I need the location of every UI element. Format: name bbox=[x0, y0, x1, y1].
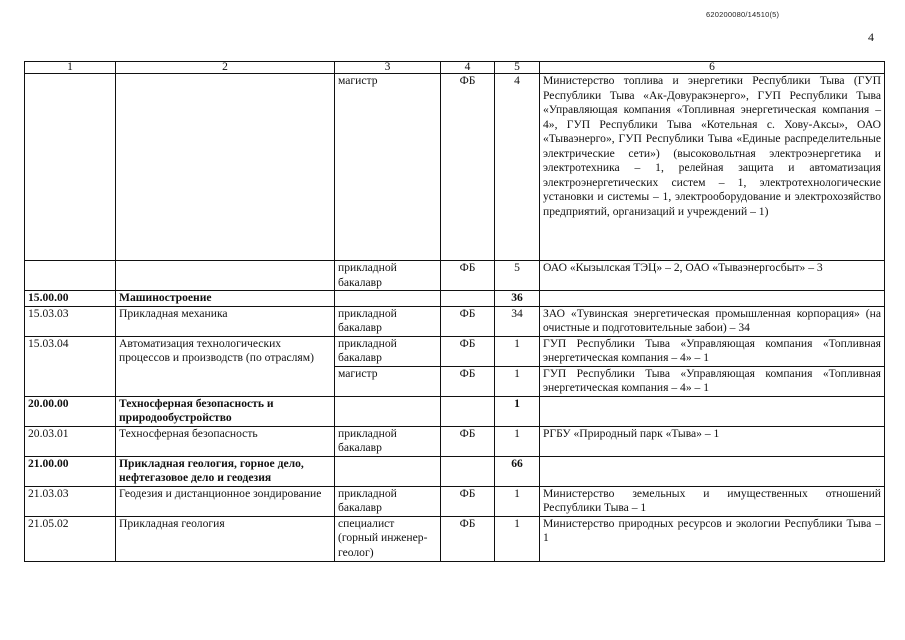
column-header: 5 bbox=[495, 62, 540, 74]
fund-cell bbox=[441, 396, 495, 426]
count-cell: 4 bbox=[495, 74, 540, 261]
code-cell: 15.03.04 bbox=[25, 336, 116, 396]
employers-cell: ОАО «Кызылская ТЭЦ» – 2, ОАО «Тываэнергосбыт» – 3 bbox=[540, 261, 885, 291]
employers-cell: ГУП Республики Тыва «Управляющая компания «Топливная энергетическая компания – 4» – 1 bbox=[540, 366, 885, 396]
employers-cell: РГБУ «Природный парк «Тыва» – 1 bbox=[540, 426, 885, 456]
group-row bbox=[25, 291, 885, 307]
level-cell: магистр bbox=[335, 366, 441, 396]
level-cell: прикладной бакалавр bbox=[335, 261, 441, 291]
code-cell bbox=[25, 261, 116, 291]
name-cell: Прикладная геология bbox=[116, 516, 335, 561]
code-cell: 21.05.02 bbox=[25, 516, 116, 561]
column-header: 3 bbox=[335, 62, 441, 74]
name-cell: Техносферная безопасность и природообустройство bbox=[116, 396, 335, 426]
column-header: 6 bbox=[540, 62, 885, 74]
fund-cell: ФБ bbox=[441, 74, 495, 261]
count-cell: 1 bbox=[495, 486, 540, 516]
code-cell: 20.00.00 bbox=[25, 396, 116, 426]
group-row bbox=[25, 396, 885, 426]
employers-cell: Министерство природных ресурсов и экологии Республики Тыва – 1 bbox=[540, 516, 885, 561]
table-row bbox=[25, 336, 885, 366]
level-cell bbox=[335, 396, 441, 426]
document-id: 620200080/14510(5) bbox=[706, 10, 780, 19]
page-number: 4 bbox=[868, 30, 874, 44]
column-header: 4 bbox=[441, 62, 495, 74]
employers-cell: ГУП Республики Тыва «Управляющая компания «Топливная энергетическая компания – 4» – 1 bbox=[540, 336, 885, 366]
employers-cell bbox=[540, 396, 885, 426]
employers-cell bbox=[540, 291, 885, 307]
level-cell bbox=[335, 456, 441, 486]
name-cell: Автоматизация технологических процессов и производств (по отраслям) bbox=[116, 336, 335, 396]
name-cell bbox=[116, 74, 335, 261]
name-cell: Машиностроение bbox=[116, 291, 335, 307]
column-header: 2 bbox=[116, 62, 335, 74]
level-cell bbox=[335, 291, 441, 307]
code-cell bbox=[25, 74, 116, 261]
code-cell: 20.03.01 bbox=[25, 426, 116, 456]
table-row bbox=[25, 261, 885, 291]
fund-cell: ФБ bbox=[441, 366, 495, 396]
name-cell bbox=[116, 261, 335, 291]
fund-cell: ФБ bbox=[441, 306, 495, 336]
fund-cell: ФБ bbox=[441, 426, 495, 456]
name-cell: Прикладная механика bbox=[116, 306, 335, 336]
count-cell: 1 bbox=[495, 396, 540, 426]
table-row bbox=[25, 516, 885, 561]
employers-cell: Министерство топлива и энергетики Республики Тыва (ГУП Республики Тыва «Ак-Довуракэнерго», ГУП Республики Тыва «Управляющая компания «Топливная энергетическая компания – 4», ГУП Республики Тыва «Котельная с. Хову-Аксы», ОАО «Тываэнерго», ГУП Республики Тыва «Единые распределительные электрические сети») (высоковольтная электроэнергетика и электротехника – 1, релейная защита и автоматизация электроэнергетических систем – 1, электротехнологические установки и системы – 1, электрооборудование и электрохозяйство предприятий, организаций и учреждений – 1) bbox=[540, 74, 885, 261]
employers-cell: ЗАО «Тувинская энергетическая промышленная корпорация» (на очистные и подготовительные забои) – 34 bbox=[540, 306, 885, 336]
employers-cell bbox=[540, 456, 885, 486]
code-cell: 21.03.03 bbox=[25, 486, 116, 516]
code-cell: 21.00.00 bbox=[25, 456, 116, 486]
fund-cell: ФБ bbox=[441, 486, 495, 516]
count-cell: 1 bbox=[495, 426, 540, 456]
table-row bbox=[25, 74, 885, 261]
level-cell: прикладной бакалавр bbox=[335, 486, 441, 516]
level-cell: прикладной бакалавр bbox=[335, 336, 441, 366]
count-cell: 1 bbox=[495, 366, 540, 396]
name-cell: Прикладная геология, горное дело, нефтегазовое дело и геодезия bbox=[116, 456, 335, 486]
name-cell: Геодезия и дистанционное зондирование bbox=[116, 486, 335, 516]
column-header: 1 bbox=[25, 62, 116, 74]
table-row bbox=[25, 486, 885, 516]
level-cell: специалист (горный инженер-геолог) bbox=[335, 516, 441, 561]
count-cell: 34 bbox=[495, 306, 540, 336]
table-header-row bbox=[25, 62, 885, 74]
employers-cell: Министерство земельных и имущественных отношений Республики Тыва – 1 bbox=[540, 486, 885, 516]
level-cell: магистр bbox=[335, 74, 441, 261]
fund-cell bbox=[441, 291, 495, 307]
count-cell: 66 bbox=[495, 456, 540, 486]
fund-cell: ФБ bbox=[441, 261, 495, 291]
name-cell: Техносферная безопасность bbox=[116, 426, 335, 456]
code-cell: 15.00.00 bbox=[25, 291, 116, 307]
level-cell: прикладной бакалавр bbox=[335, 306, 441, 336]
enrollment-table bbox=[24, 61, 885, 562]
count-cell: 1 bbox=[495, 336, 540, 366]
group-row bbox=[25, 456, 885, 486]
fund-cell bbox=[441, 456, 495, 486]
table-row bbox=[25, 426, 885, 456]
fund-cell: ФБ bbox=[441, 516, 495, 561]
fund-cell: ФБ bbox=[441, 336, 495, 366]
code-cell: 15.03.03 bbox=[25, 306, 116, 336]
count-cell: 1 bbox=[495, 516, 540, 561]
level-cell: прикладной бакалавр bbox=[335, 426, 441, 456]
table-row bbox=[25, 306, 885, 336]
count-cell: 5 bbox=[495, 261, 540, 291]
count-cell: 36 bbox=[495, 291, 540, 307]
